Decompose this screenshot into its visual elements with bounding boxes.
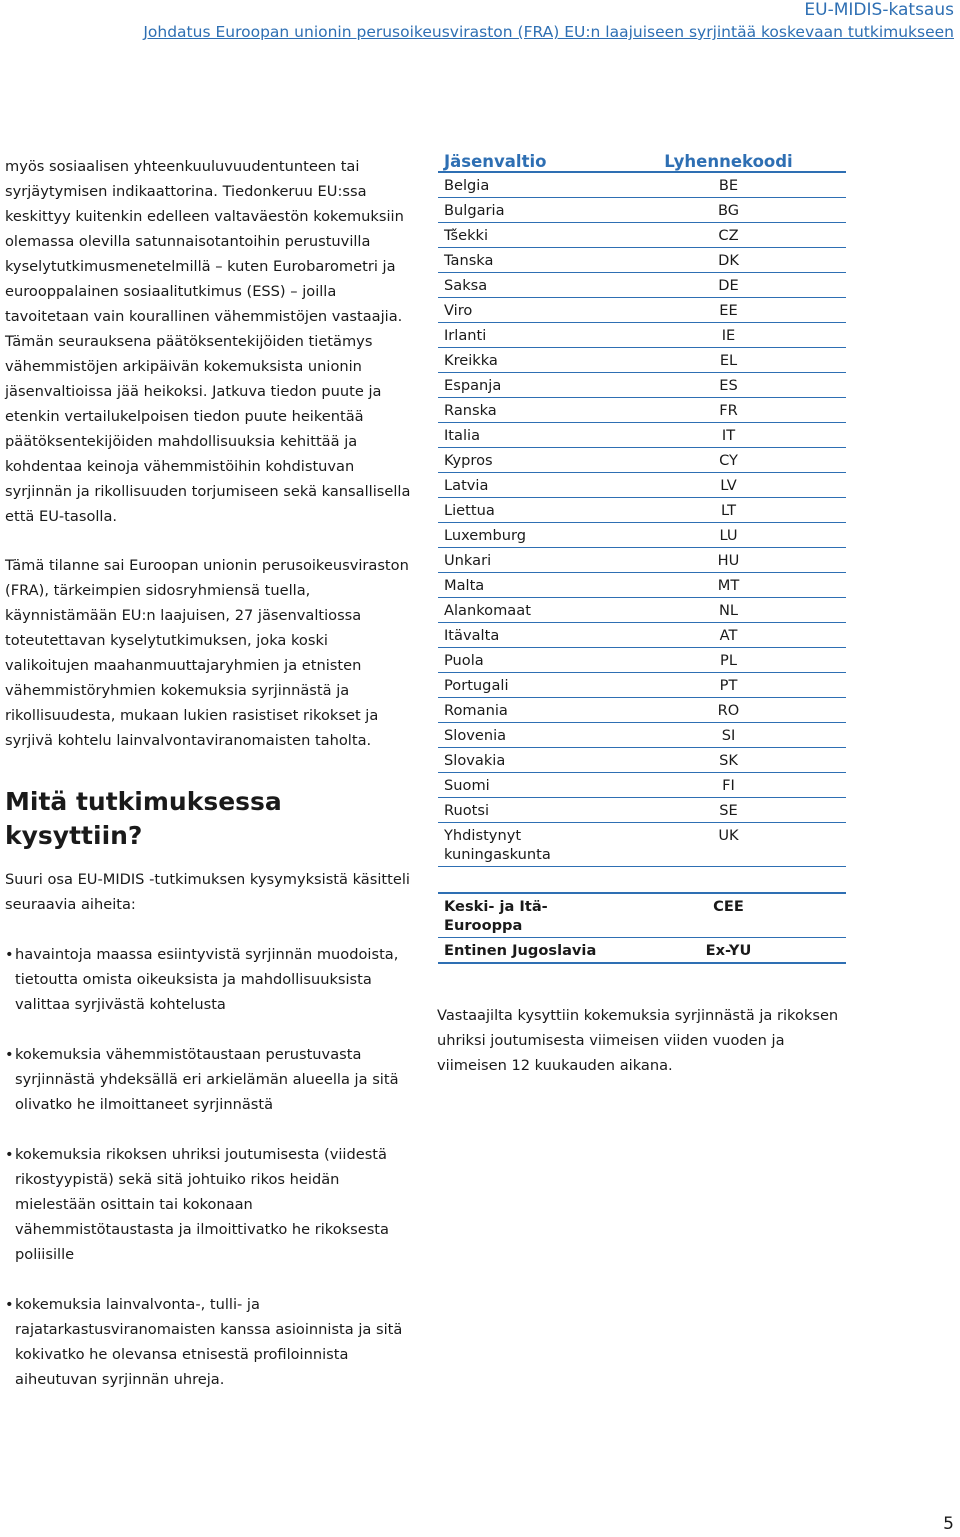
topic-list [5,942,415,1392]
table-row [438,648,846,673]
country-name: Espanja [438,373,611,398]
country-code: SI [611,723,846,748]
country-code: NL [611,598,846,623]
table-spacer [438,867,846,893]
country-name: Entinen Jugoslavia [438,937,611,963]
table-row [438,298,846,323]
country-code: FI [611,773,846,798]
country-code: IE [611,323,846,348]
country-name: Irlanti [438,323,611,348]
table-row [438,893,846,938]
table-row [438,773,846,798]
page-header [143,0,954,43]
list-item: • kokemuksia rikoksen uhriksi joutumisesta (viidestä rikostyypistä) sekä sitä johtuiko rikos heidän mielestään osittain tai kokonaan vähemmistötaustasta ja ilmoittivatko he rikoksesta poliisille [5,1142,415,1267]
country-code: DK [611,248,846,273]
country-code: FR [611,398,846,423]
country-code: LV [611,473,846,498]
table-row [438,273,846,298]
table-row [438,598,846,623]
table-row [438,673,846,698]
table-row [438,223,846,248]
table-row [438,248,846,273]
country-code: SK [611,748,846,773]
country-name: Portugali [438,673,611,698]
country-code: HU [611,548,846,573]
country-code: PL [611,648,846,673]
table-row [438,523,846,548]
table-row [438,172,846,198]
country-code: LT [611,498,846,523]
country-code: CZ [611,223,846,248]
country-name: Kypros [438,448,611,473]
country-code: SE [611,798,846,823]
table-row [438,723,846,748]
country-name: Ranska [438,398,611,423]
table-header-row [438,146,846,172]
table-row [438,573,846,598]
list-item: • havaintoja maassa esiintyvistä syrjinnän muodoista, tietoutta omista oikeuksista ja mahdollisuuksista valittaa syrjivästä kohtelusta [5,942,415,1017]
section-intro: Suuri osa EU-MIDIS -tutkimuksen kysymyksistä käsitteli seuraavia aiheita: [5,871,410,913]
country-code: AT [611,623,846,648]
table-row [438,373,846,398]
country-code: LU [611,523,846,548]
list-item: • kokemuksia lainvalvonta-, tulli- ja rajatarkastusviranomaisten kanssa asioinnista ja sitä kokivatko he olevansa etnisestä profiloinnista aiheutuvan syrjinnän uhreja. [5,1292,415,1392]
member-state-table [438,146,846,964]
table-row [438,937,846,963]
country-name: Puola [438,648,611,673]
country-name: Latvia [438,473,611,498]
country-name: Keski- ja Itä-Eurooppa [438,893,611,938]
country-code: UK [611,823,846,867]
table-body [438,172,846,963]
table-row [438,473,846,498]
country-code: PT [611,673,846,698]
country-code: RO [611,698,846,723]
country-name: Ruotsi [438,798,611,823]
list-item: • kokemuksia vähemmistötaustaan perustuvasta syrjinnästä yhdeksällä eri arkielämän alueella ja sitä olivatko he ilmoittaneet syrjinnästä [5,1042,415,1117]
country-code: BE [611,172,846,198]
table-row [438,498,846,523]
country-code: Ex-YU [611,937,846,963]
country-code: CY [611,448,846,473]
table-row [438,323,846,348]
column-header-code: Lyhennekoodi [611,146,846,172]
table-row [438,398,846,423]
column-header-member-state: Jäsenvaltio [438,146,611,172]
country-name: Slovakia [438,748,611,773]
body-paragraph-1: myös sosiaalisen yhteenkuuluvuudentunteen tai syrjäytymisen indikaattorina. Tiedonkeruu EU:ssa keskittyy kuitenkin edelleen valtaväestön kokemuksiin olemassa olevilla satunnaisotantoihin perustuvilla kyselytutkimusmenetelmillä – kuten Eurobarometri ja eurooppalainen sosiaalitutkimus (ESS) – joilla tavoitetaan vain kourallinen vähemmistöjen vastaajia. Tämän seurauksena päätöksentekijöiden tietämys vähemmistöjen arkipäivän kokemuksista unionin jäsenvaltioissa jää heikoksi. Jatkuva tiedon puute ja etenkin vertailukelpoisen tiedon puute heikentää päätöksentekijöiden mahdollisuuksia kehittää ja kohdentaa keinoja vähemmistöihin kohdistuvan syrjinnän ja rikollisuuden torjumiseen sekä kansallisella että EU-tasolla. [5,158,411,525]
table-row [438,448,846,473]
country-name: Slovenia [438,723,611,748]
country-code: EL [611,348,846,373]
country-name: Tanska [438,248,611,273]
country-name: Unkari [438,548,611,573]
country-name: Malta [438,573,611,598]
table-row [438,823,846,867]
right-paragraph: Vastaajilta kysyttiin kokemuksia syrjinnästä ja rikoksen uhriksi joutumisesta viimeisen viiden vuoden ja viimeisen 12 kuukauden aikana. [437,1007,839,1074]
section-heading: Mitä tutkimuksessa kysyttiin? [5,787,282,850]
country-code: IT [611,423,846,448]
country-code: CEE [611,893,846,938]
country-name: Luxemburg [438,523,611,548]
table-row [438,623,846,648]
country-code: MT [611,573,846,598]
country-name: Yhdistynyt kuningaskunta [438,823,611,867]
table-row [438,698,846,723]
country-name: Tšekki [438,223,611,248]
country-name: Italia [438,423,611,448]
left-column [5,154,415,1392]
country-code: EE [611,298,846,323]
table-row [438,748,846,773]
spacer-cell [438,867,611,893]
country-code: DE [611,273,846,298]
spacer-cell [611,867,846,893]
country-code: BG [611,198,846,223]
page-number: 5 [943,1514,954,1534]
table-row [438,348,846,373]
table-row [438,423,846,448]
country-name: Suomi [438,773,611,798]
header-subtitle-link[interactable]: Johdatus Euroopan unionin perusoikeusviraston (FRA) EU:n laajuiseen syrjintää koskevaan tutkimukseen [143,23,954,41]
country-name: Kreikka [438,348,611,373]
table-row [438,548,846,573]
country-name: Itävalta [438,623,611,648]
country-code: ES [611,373,846,398]
table-row [438,798,846,823]
country-name: Alankomaat [438,598,611,623]
country-name: Saksa [438,273,611,298]
table-row [438,198,846,223]
country-name: Viro [438,298,611,323]
header-title: EU-MIDIS-katsaus [804,0,954,20]
body-paragraph-2: Tämä tilanne sai Euroopan unionin perusoikeusviraston (FRA), tärkeimpien sidosryhmiensä tuella, käynnistämään EU:n laajuisen, 27 jäsenvaltiossa toteutettavan kyselytutkimuksen, joka koski valikoitujen maahanmuuttajaryhmien ja etnisten vähemmistöryhmien kokemuksia syrjinnästä ja rikollisuudesta, mukaan lukien rasistiset rikokset ja syrjivä kohtelu lainvalvontaviranomaisten taholta. [5,557,409,749]
country-name: Belgia [438,172,611,198]
country-name: Bulgaria [438,198,611,223]
country-name: Romania [438,698,611,723]
country-name: Liettua [438,498,611,523]
